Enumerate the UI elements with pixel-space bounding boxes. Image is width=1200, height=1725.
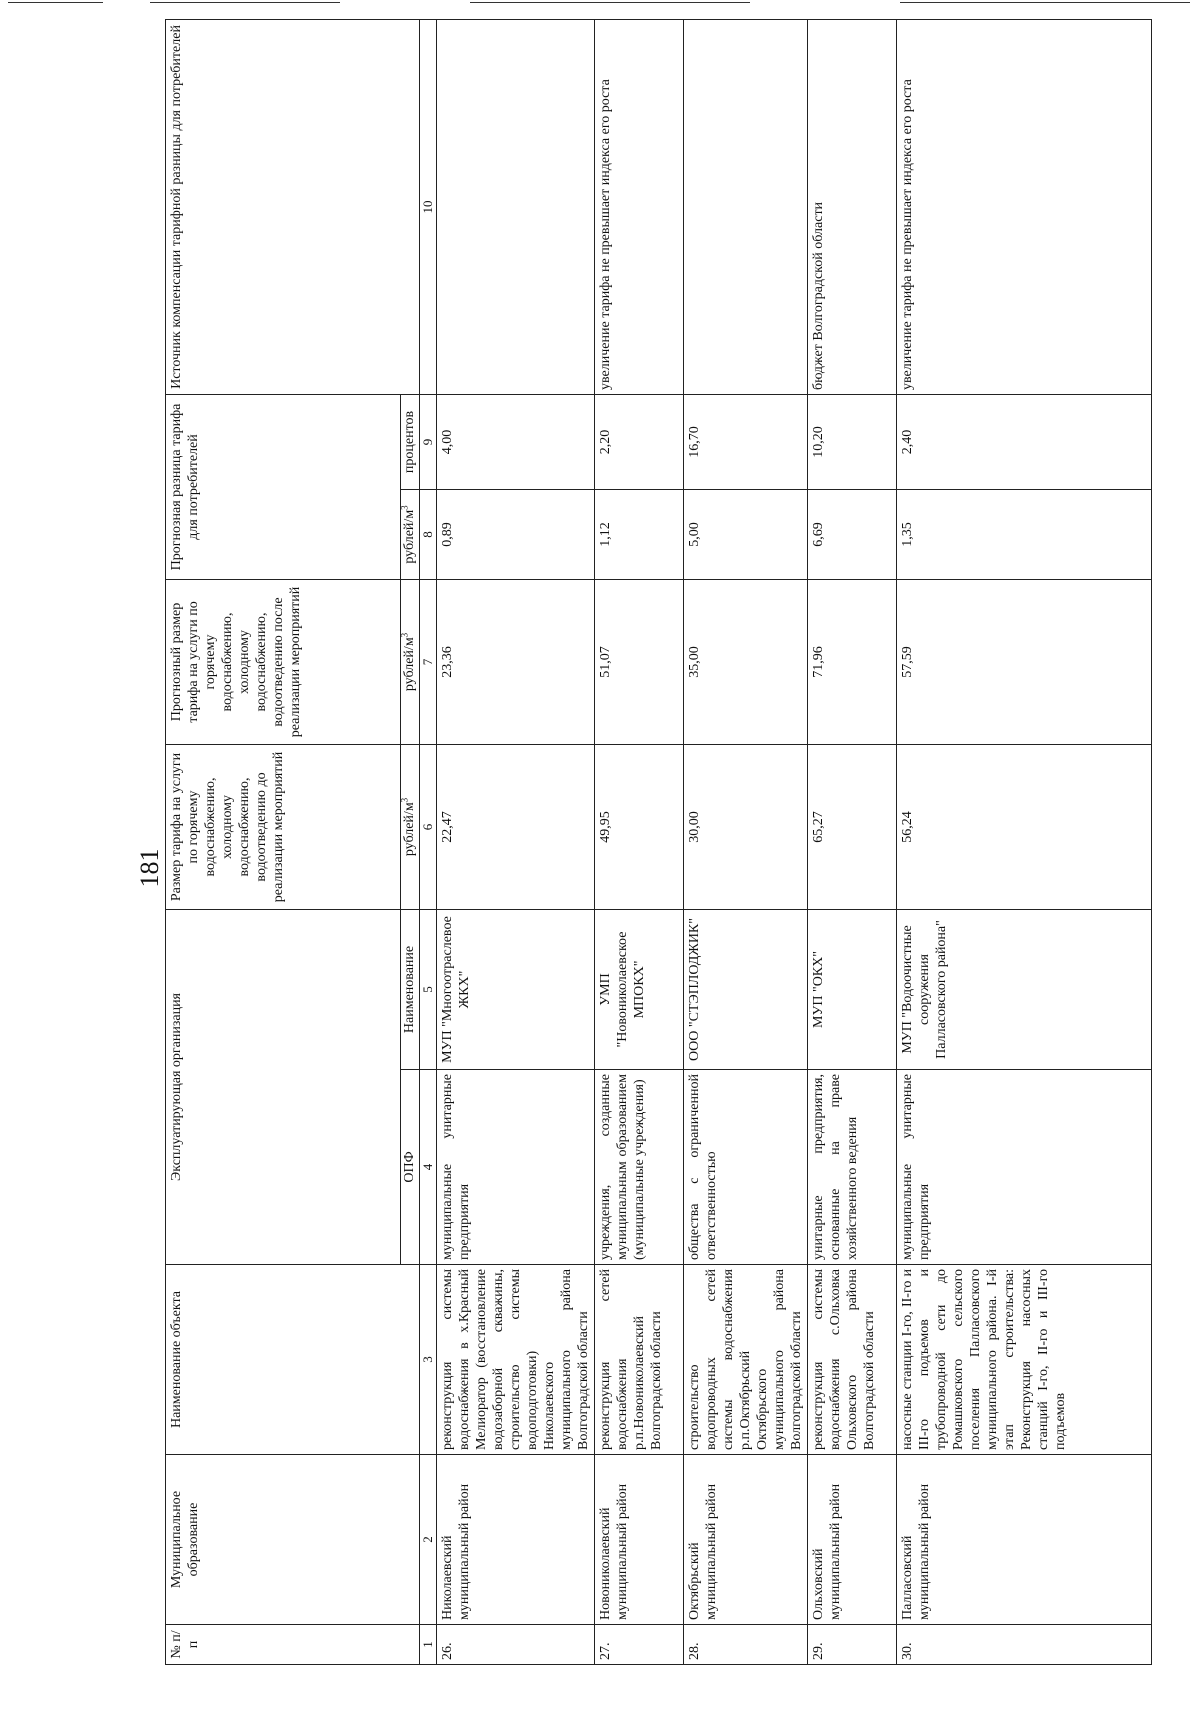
header-row — [166, 19, 401, 1664]
row-tariff-after: 71,96 — [808, 579, 897, 744]
row-tariff-after: 51,07 — [595, 579, 684, 744]
header-diff: Прогнозная разница тарифа для потребителей — [166, 394, 401, 579]
row-name: МУП "ОКХ" — [808, 909, 897, 1069]
row-object: насосные станции I-го, II-го и III-го подъемов и трубопроводной сети до Ромашковского сельского поселения Палласовского муниципального района. I-й этап строительства: Реконструкция насосных станций I-го, II-го и III-го подъемов — [897, 1265, 1152, 1455]
row-object: строительство водопроводных сетей системы водоснабжения р.п.Октябрьский Октябрьского муниципального района Волгоградской области — [684, 1265, 808, 1455]
header-municipality: Муниципальное образование — [166, 1455, 420, 1625]
row-tariff-after: 57,59 — [897, 579, 1152, 744]
row-source: увеличение тарифа не превышает индекса его роста — [897, 19, 1152, 394]
row-diff-pct: 16,70 — [684, 394, 808, 489]
row-municipality: Новониколаевский муниципальный район — [595, 1455, 684, 1625]
col-index: 6 — [420, 744, 437, 909]
tariff-table — [165, 19, 1152, 1665]
row-name: МУП "Многоотраслевое ЖКХ" — [437, 909, 595, 1069]
row-name: МУП "Водоочистные сооружения Палласовского района" — [897, 909, 1152, 1069]
col-index: 1 — [420, 1625, 437, 1665]
unit-pct: процентов — [401, 394, 420, 489]
row-diff-pct: 2,20 — [595, 394, 684, 489]
row-name: ООО "СТЭПЛОДЖИК" — [684, 909, 808, 1069]
row-opf: общества с ограниченной ответственностью — [684, 1070, 808, 1265]
row-diff-pct: 10,20 — [808, 394, 897, 489]
row-tariff-before: 56,24 — [897, 744, 1152, 909]
table-row — [684, 19, 808, 1664]
table-row — [897, 19, 1152, 1664]
header-tariff-before: Размер тарифа на услуги по горячему водоснабжению, холодному водоснабжению, водоотведению до реализации мероприятий — [166, 744, 401, 909]
col-index: 2 — [420, 1455, 437, 1625]
header-name: Наименование — [401, 909, 420, 1069]
row-no: 26. — [437, 1625, 595, 1665]
row-diff-rub: 0,89 — [437, 489, 595, 579]
row-no: 29. — [808, 1625, 897, 1665]
row-diff-pct: 2,40 — [897, 394, 1152, 489]
header-no: № п/п — [166, 1625, 420, 1665]
row-diff-rub: 5,00 — [684, 489, 808, 579]
page-number: 181 — [135, 848, 164, 888]
col-index: 9 — [420, 394, 437, 489]
row-municipality: Ольховский муниципальный район — [808, 1455, 897, 1625]
row-municipality: Николаевский муниципальный район — [437, 1455, 595, 1625]
col-index: 8 — [420, 489, 437, 579]
row-tariff-before: 22,47 — [437, 744, 595, 909]
col-index: 5 — [420, 909, 437, 1069]
row-diff-rub: 6,69 — [808, 489, 897, 579]
row-no: 28. — [684, 1625, 808, 1665]
unit-rub-diff: рублей/$м^3$ — [401, 489, 420, 579]
row-tariff-before: 30,00 — [684, 744, 808, 909]
unit-rub-after: рублей/$м^3$ — [401, 579, 420, 744]
col-index: 10 — [420, 19, 437, 394]
row-opf: учреждения, созданные муниципальным образованием (муниципальные учреждения) — [595, 1070, 684, 1265]
row-source — [437, 19, 595, 394]
row-tariff-after: 35,00 — [684, 579, 808, 744]
row-no: 30. — [897, 1625, 1152, 1665]
row-no: 27. — [595, 1625, 684, 1665]
table-row — [437, 19, 595, 1664]
row-opf: муниципальные унитарные предприятия — [897, 1070, 1152, 1265]
column-index-row — [420, 19, 437, 1664]
header-source: Источник компенсации тарифной разницы для потребителей — [166, 19, 420, 394]
row-tariff-after: 23,36 — [437, 579, 595, 744]
row-source: бюджет Волгоградской области — [808, 19, 897, 394]
rotated-table-container — [165, 20, 1195, 1665]
header-operator: Эксплуатирующая организация — [166, 909, 401, 1264]
row-diff-rub: 1,35 — [897, 489, 1152, 579]
row-source: увеличение тарифа не превышает индекса его роста — [595, 19, 684, 394]
row-municipality: Октябрьский муниципальный район — [684, 1455, 808, 1625]
row-object: реконструкция системы водоснабжения с.Ольховка Ольховского района Волгоградской области — [808, 1265, 897, 1455]
header-object: Наименование объекта — [166, 1265, 420, 1455]
row-diff-rub: 1,12 — [595, 489, 684, 579]
row-tariff-before: 49,95 — [595, 744, 684, 909]
table-row — [595, 19, 684, 1664]
col-index: 4 — [420, 1070, 437, 1265]
unit-rub-before: рублей/$м^3$ — [401, 744, 420, 909]
row-municipality: Палласовский муниципальный район — [897, 1455, 1152, 1625]
table-row — [808, 19, 897, 1664]
header-opf: ОПФ — [401, 1070, 420, 1265]
row-diff-pct: 4,00 — [437, 394, 595, 489]
row-name: УМП "Новониколаевское МПОКХ" — [595, 909, 684, 1069]
row-opf: унитарные предприятия, основанные на праве хозяйственного ведения — [808, 1070, 897, 1265]
row-tariff-before: 65,27 — [808, 744, 897, 909]
row-source — [684, 19, 808, 394]
col-index: 7 — [420, 579, 437, 744]
header-tariff-after: Прогнозный размер тарифа на услуги по горячему водоснабжению, холодному водоснабжению, водоотведению после реализации мероприятий — [166, 579, 401, 744]
col-index: 3 — [420, 1265, 437, 1455]
top-border-lines — [0, 0, 1200, 6]
row-object: реконструкция системы водоснабжения в х.Красный Мелиоратор (восстановление водозаборной скважины, строительство системы водоподготовки) Николаевского муниципального района Волгоградской области — [437, 1265, 595, 1455]
row-opf: муниципальные унитарные предприятия — [437, 1070, 595, 1265]
row-object: реконструкция сетей водоснабжения р.п.Новониколаевский Волгоградской области — [595, 1265, 684, 1455]
